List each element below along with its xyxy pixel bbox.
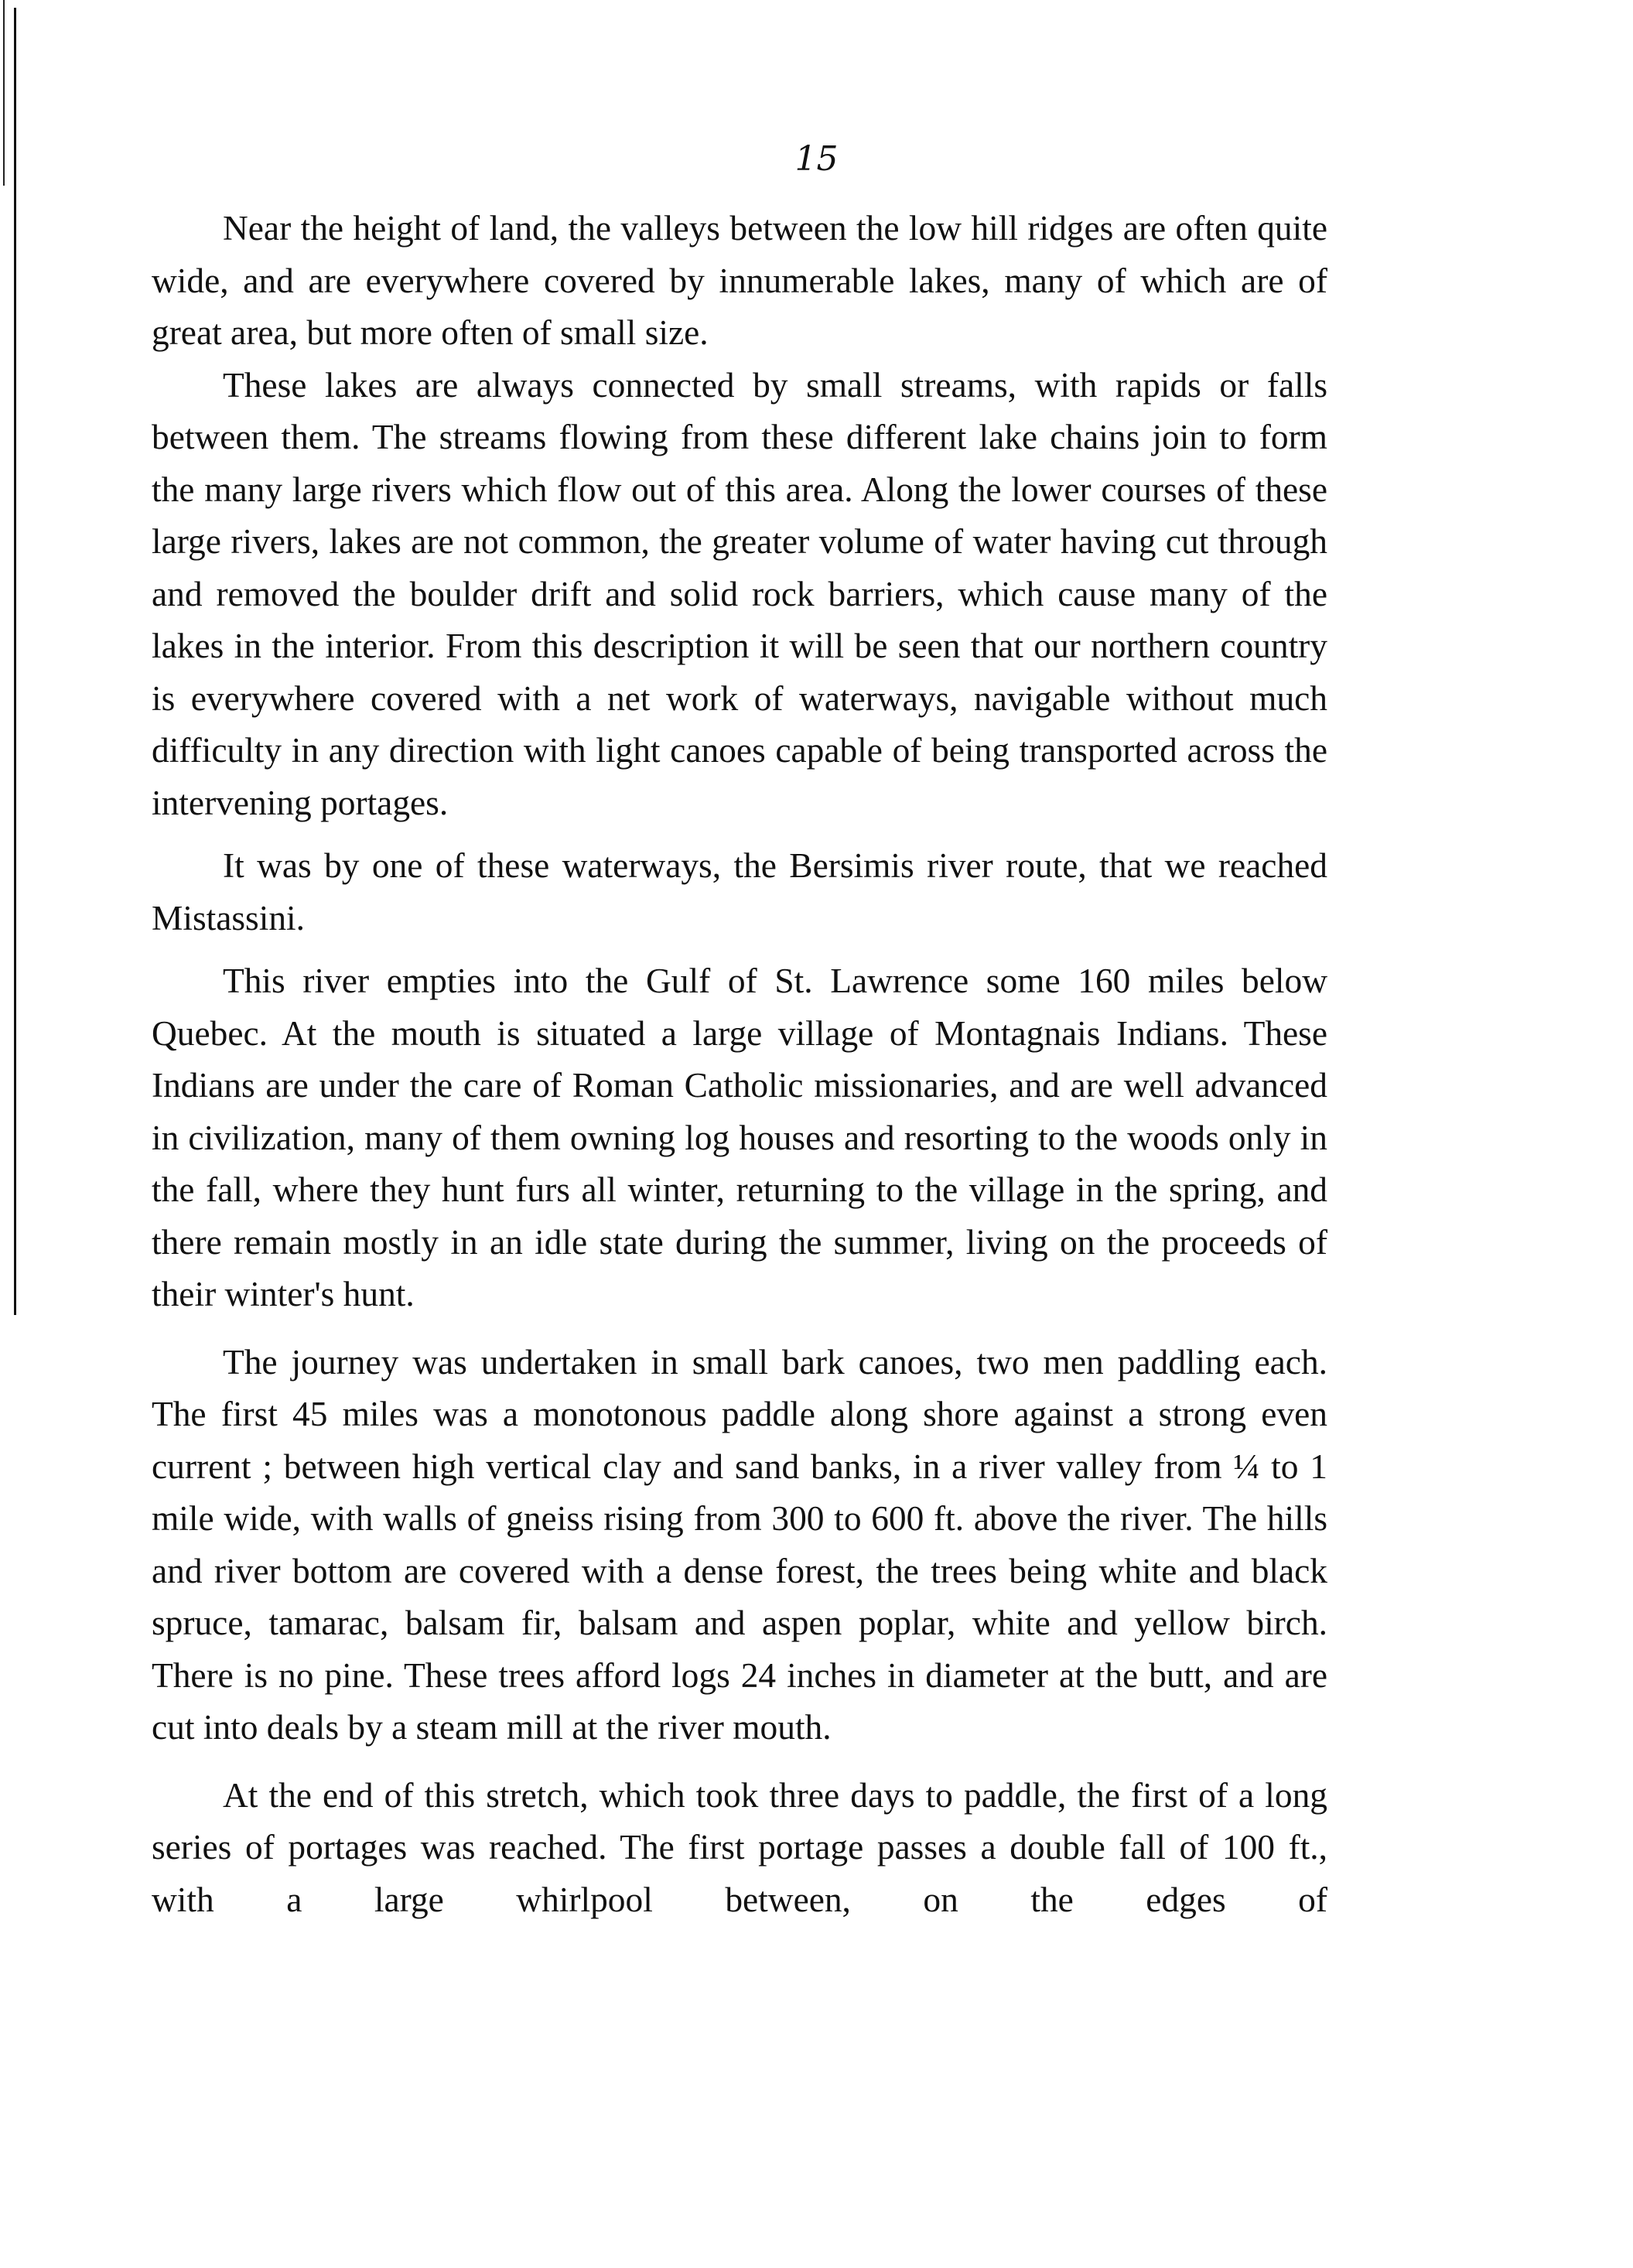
page-number: 15 [794, 139, 839, 179]
paragraph-5: The journey was undertaken in small bark canoes, two men paddling each. The first 45 miles was a monotonous paddle along shore against a strong even current ; between high vertical clay and sand banks, in a river valley from ¼ to 1 mile wide, with walls of gneiss rising from 300 to 600 ft. above the river. The hills and river bottom are covered with a dense forest, the trees being white and black spruce, tamarac, balsam fir, balsam and aspen poplar, white and yellow birch. There is no pine. These trees afford logs 24 inches in diameter at the butt, and are cut into deals by a steam mill at the river mouth. [152, 1342, 1327, 1747]
paragraph-3: It was by one of these waterways, the Bersimis river route, that we reached Mistassini. [152, 846, 1327, 938]
paragraph-1: Near the height of land, the valleys between the low hill ridges are often quite wide, and are everywhere covered by innumerable lakes, many of which are of great area, but more often of small size. [152, 209, 1327, 352]
paragraph-2: These lakes are always connected by small streams, with rapids or falls between them. The streams flowing from these different lake chains join to form the many large rivers which flow out of this area. Along the lower courses of these large rivers, lakes are not common, the greater volume of water having cut through and removed the boulder drift and solid rock barriers, which cause many of the lakes in the interior. From this description it will be seen that our northern country is everywhere covered with a net work of waterways, navigable without much difficulty in any direction with light canoes capable of being transported across the intervening portages. [152, 365, 1327, 822]
paragraph-4: This river empties into the Gulf of St. Lawrence some 160 miles below Quebec. At the mouth is situated a large village of Montagnais Indians. These Indians are under the care of Roman Catholic missionaries, and are well advanced in civilization, many of them owning log houses and resorting to the woods only in the fall, where they hunt furs all winter, returning to the village in the spring, and there remain mostly in an idle state during the summer, living on the proceeds of their winter's hunt. [152, 962, 1327, 1313]
paragraph-6: At the end of this stretch, which took three days to paddle, the first of a long series of portages was reached. The first portage passes a double fall of 100 ft., with a large whirlpool between, on the edges of [152, 1775, 1327, 1919]
body-text [152, 203, 1327, 1926]
binding-edge-mark [14, 8, 16, 1315]
